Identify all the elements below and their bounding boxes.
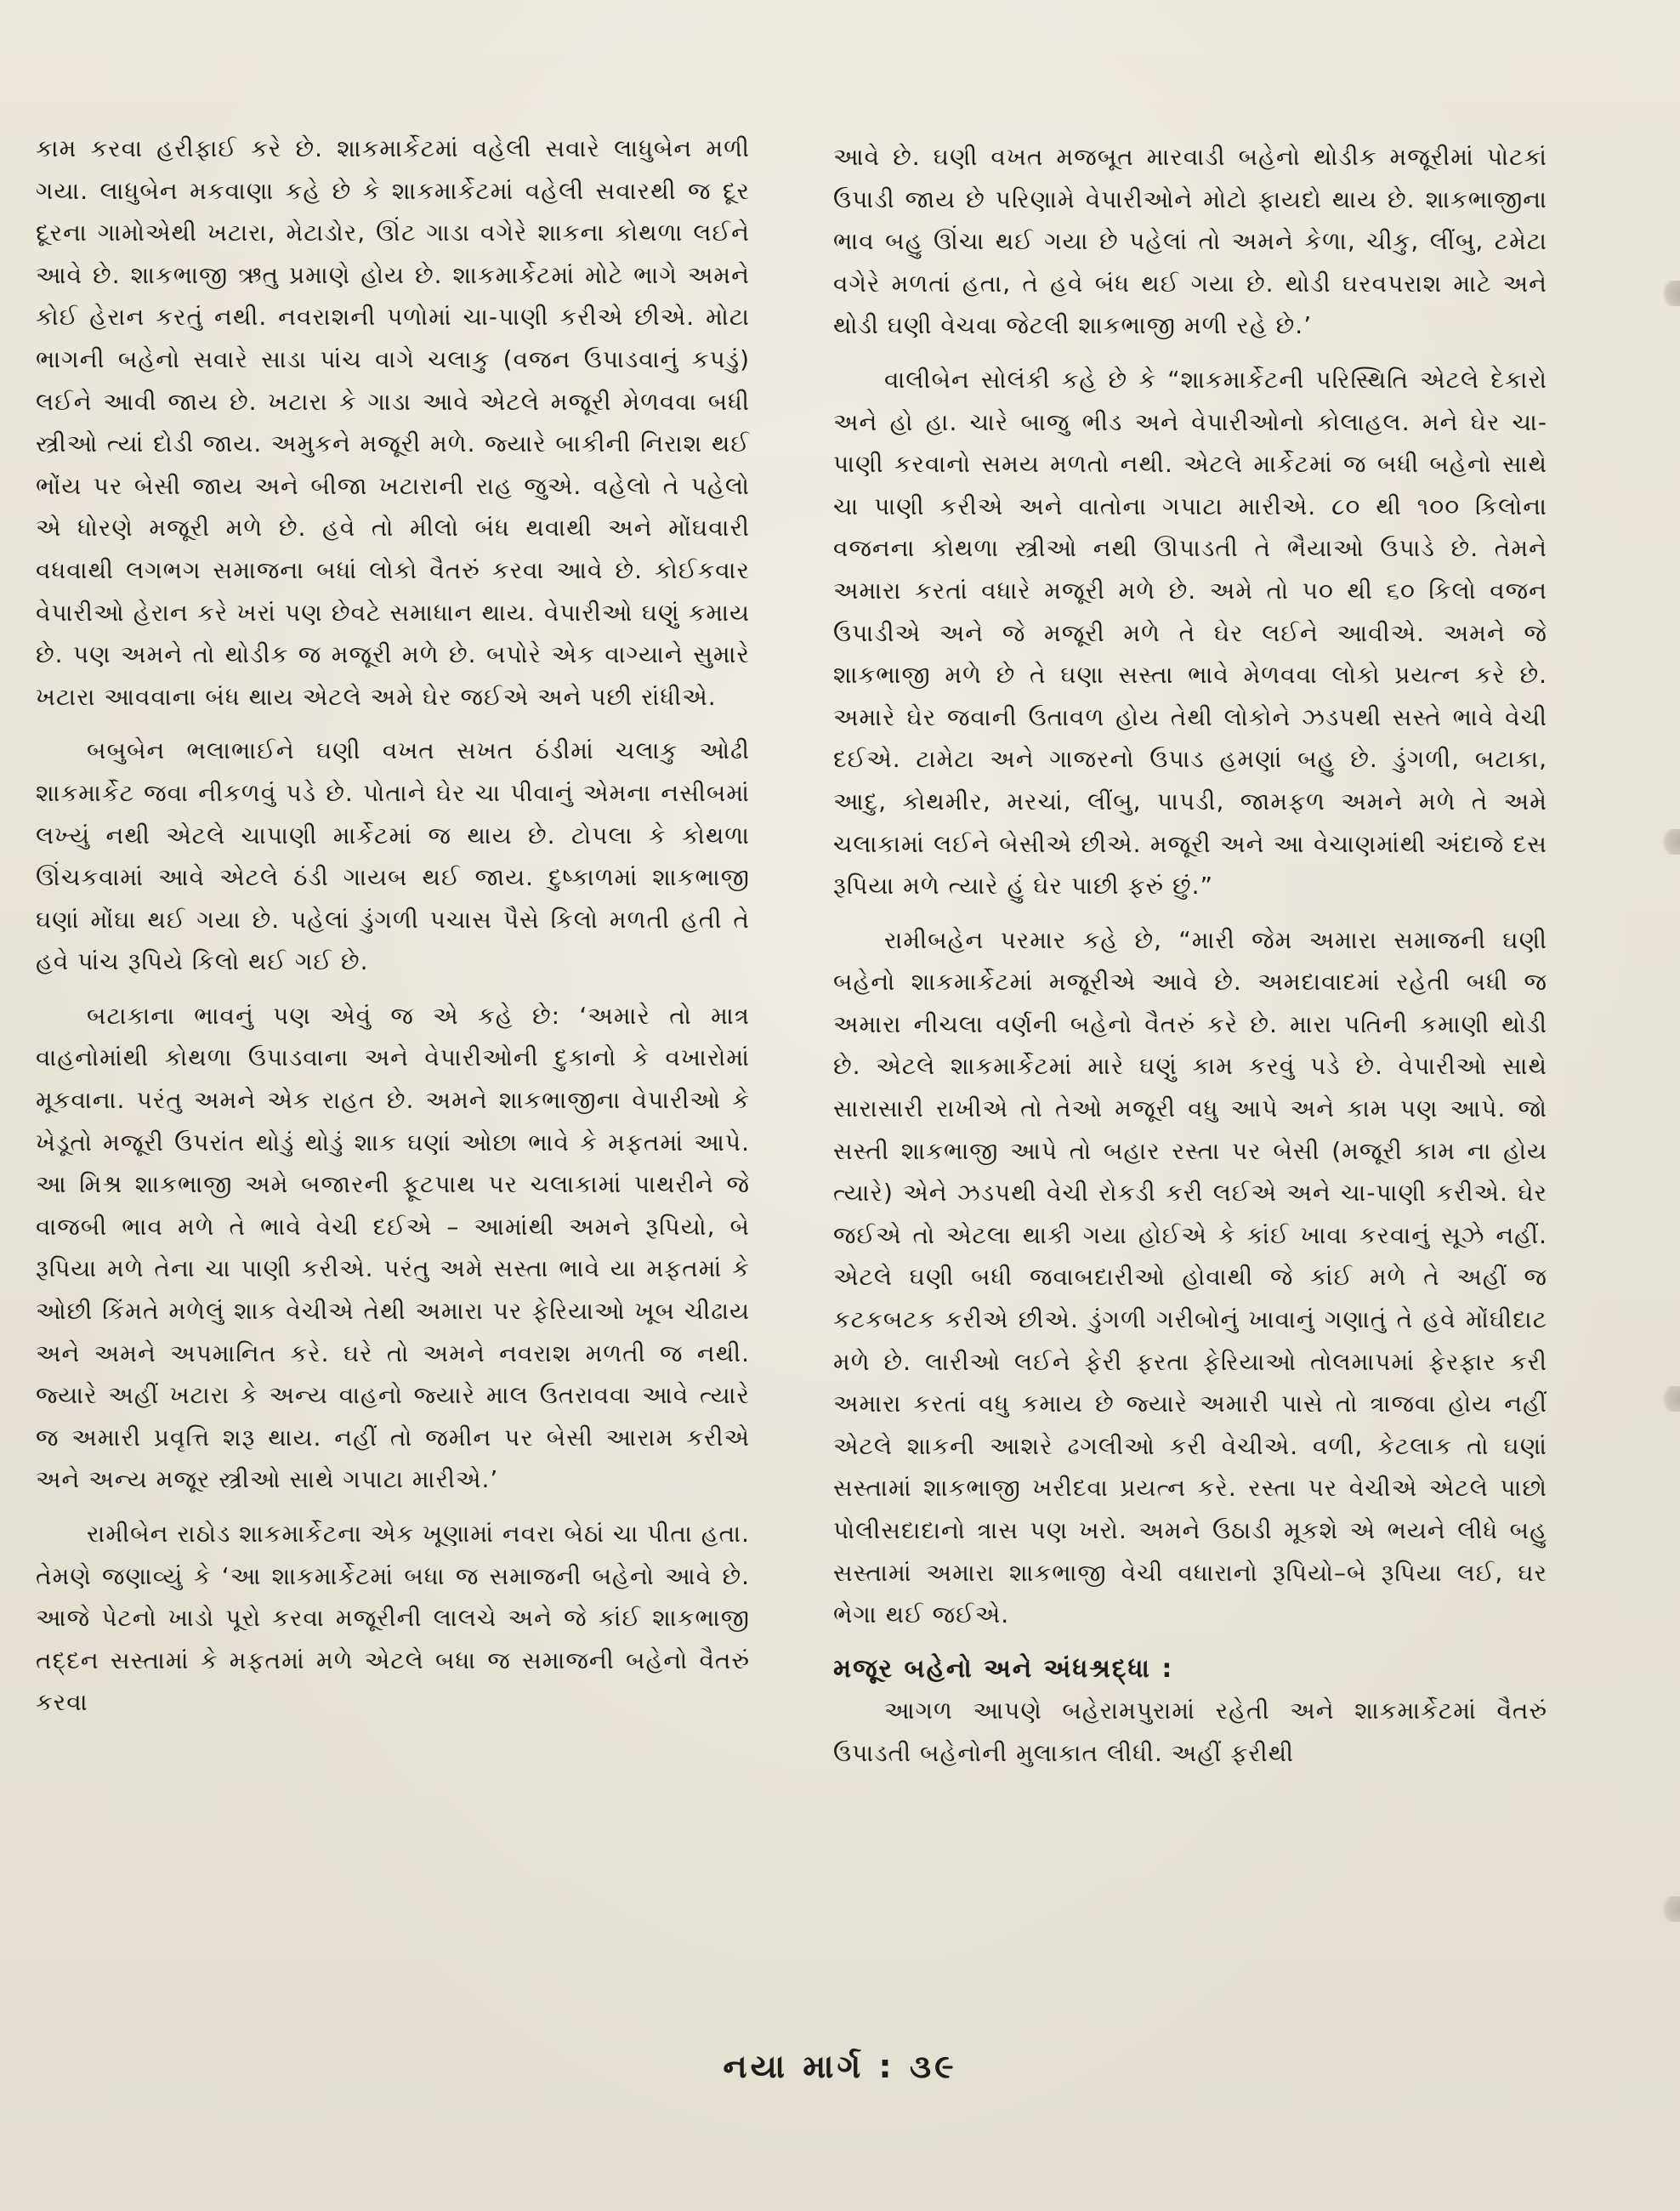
page-edge-mark [1658,281,1680,306]
page-edge-mark [1658,1386,1680,1412]
paragraph-laadhuben: કામ કરવા હરીફાઈ કરે છે. શાકમાર્કેટમાં વહેલી સવારે લાધુબેન મળી ગયા. લાધુબેન મકવાણા કહે છે કે શાકમાર્કેટમાં વહેલી સવારથી જ દૂર દૂરના ગામોએથી ખટારા, મેટાડોર, ઊંટ ગાડા વગેરે શાકના કોથળા લઈને આવે છે. શાકભાજી ઋતુ પ્રમાણે હોય છે. શાકમાર્કેટમાં મોટે ભાગે અમને કોઈ હેરાન કરતું નથી. નવરાશની પળોમાં ચા-પાણી કરીએ છીએ. મોટા ભાગની બહેનો સવારે સાડા પાંચ વાગે ચલાકુ (વજન ઉપાડવાનું કપડું) લઈને આવી જાય છે. ખટારા કે ગાડા આવે એટલે મજૂરી મેળવવા બધી સ્ત્રીઓ ત્યાં દોડી જાય. અમુકને મજૂરી મળે. જ્યારે બાકીની નિરાશ થઈ ભોંય પર બેસી જાય અને બીજા ખટારાની રાહ જુએ. વહેલો તે પહેલો એ ધોરણે મજૂરી મળે છે. હવે તો મીલો બંધ થવાથી અને મોંઘવારી વધવાથી લગભગ સમાજના બધાં લોકો વૈતરું કરવા આવે છે. કોઈકવાર વેપારીઓ હેરાન કરે ખરાં પણ છેવટે સમાધાન થાય. વેપારીઓ ઘણું કમાય છે. પણ અમને તો થોડીક જ મજૂરી મળે છે. બપોરે એક વાગ્યાને સુમારે ખટારા આવવાના બંધ થાય એટલે અમે ઘેર જઈએ અને પછી રાંધીએ. [36,134,750,711]
page-edge-mark [1658,829,1680,855]
paragraph-ramiben-parmar: રામીબહેન પરમાર કહે છે, “મારી જેમ અમારા સમાજની ઘણી બહેનો શાકમાર્કેટમાં મજૂરીએ આવે છે. અમદાવાદમાં રહેતી બધી જ અમારા નીચલા વર્ણની બહેનો વૈતરું કરે છે. મારા પતિની કમાણી થોડી છે. એટલે શાકમાર્કેટમાં મારે ઘણું કામ કરવું પડે છે. વેપારીઓ સાથે સારાસારી રાખીએ તો તેઓ મજૂરી વધુ આપે અને કામ પણ આપે. જો સસ્તી શાકભાજી આપે તો બહાર રસ્તા પર બેસી (મજૂરી કામ ના હોય ત્યારે) એને ઝડપથી વેચી રોકડી કરી લઈએ અને ચા-પાણી કરીએ. ઘેર જઈએ તો એટલા થાકી ગયા હોઈએ કે કાંઈ ખાવા કરવાનું સૂઝે નહીં. એટલે ઘણી બધી જવાબદારીઓ હોવાથી જે કાંઈ મળે તે અહીં જ કટકબટક કરીએ છીએ. ડુંગળી ગરીબોનું ખાવાનું ગણાતું તે હવે મોંઘીદાટ મળે છે. લારીઓ લઈને ફેરી ફરતા ફેરિયાઓ તોલમાપમાં ફેરફાર કરી અમારા કરતાં વધુ કમાય છે જ્યારે અમારી પાસે તો ત્રાજવા હોય નહીં એટલે શાકની આશરે ઢગલીઓ કરી વેચીએ. વળી, કેટલાક તો ઘણાં સસ્તામાં શાકભાજી ખરીદવા પ્રયત્ન કરે. રસ્તા પર વેચીએ એટલે પાછો પોલીસદાદાનો ત્રાસ પણ ખરો. અમને ઉઠાડી મૂકશે એ ભયને લીધે બહુ સસ્તામાં અમારા શાકભાજી વેચી વધારાનો રૂપિયો–બે રૂપિયા લઈ, ઘર ભેગા થઈ જઈએ. [833,925,1547,1629]
paragraph-ramiben-rathod: રામીબેન રાઠોડ શાકમાર્કેટના એક ખૂણામાં નવરા બેઠાં ચા પીતા હતા. તેમણે જણાવ્યું કે ‘આ શાકમાર્કેટમાં બધા જ સમાજની બહેનો આવે છે. આજે પેટનો ખાડો પૂરો કરવા મજૂરીની લાલચે અને જે કાંઈ શાકભાજી તદ્દન સસ્તામાં કે મફતમાં મળે એટલે બધા જ સમાજની બહેનો વૈતરું કરવા [36,1520,750,1717]
paragraph-babuben: બબુબેન ભલાભાઈને ઘણી વખત સખત ઠંડીમાં ચલાકુ ઓઢી શાકમાર્કેટ જવા નીકળવું પડે છે. પોતાને ઘેર ચા પીવાનું એમના નસીબમાં લખ્યું નથી એટલે ચાપાણી માર્કેટમાં જ થાય છે. ટોપલા કે કોથળા ઊંચકવામાં આવે એટલે ઠંડી ગાયબ થઈ જાય. દુષ્કાળમાં શાકભાજી ઘણાં મોંઘા થઈ ગયા છે. પહેલાં ડુંગળી પચાસ પૈસે કિલો મળતી હતી તે હવે પાંચ રૂપિયે કિલો થઈ ગઈ છે. [36,736,750,976]
paragraph-after-heading: આગળ આપણે બહેરામપુરામાં રહેતી અને શાકમાર્કેટમાં વૈતરું ઉપાડતી બહેનોની મુલાકાત લીધી. અહીં ફરીથી [833,1697,1547,1767]
page-footer: નયા માર્ગ : ૩૯ [723,2048,957,2085]
paragraph-valiben-solanki: વાલીબેન સોલંકી કહે છે કે “શાકમાર્કેટની પરિસ્થિતિ એટલે દેકારો અને હો હા. ચારે બાજુ ભીડ અને વેપારીઓનો કોલાહલ. મને ઘેર ચા-પાણી કરવાનો સમય મળતો નથી. એટલે માર્કેટમાં જ બધી બહેનો સાથે ચા પાણી કરીએ અને વાતોના ગપાટા મારીએ. ૮૦ થી ૧૦૦ કિલોના વજનના કોથળા સ્ત્રીઓ નથી ઊપાડતી તે ભૈયાઓ ઉપાડે છે. તેમને અમારા કરતાં વધારે મજૂરી મળે છે. અમે તો ૫૦ થી ૬૦ કિલો વજન ઉપાડીએ અને જે મજૂરી મળે તે ઘેર લઈને આવીએ. અમને જે શાકભાજી મળે છે તે ઘણા સસ્તા ભાવે મેળવવા લોકો પ્રયત્ન કરે છે. અમારે ઘેર જવાની ઉતાવળ હોય તેથી લોકોને ઝડપથી સસ્તે ભાવે વેચી દઈએ. ટામેટા અને ગાજરનો ઉપાડ હમણાં બહુ છે. ડુંગળી, બટાકા, આદુ, કોથમીર, મરચાં, લીંબુ, પાપડી, જામફળ અમને મળે તે અમે ચલાકામાં લઈને બેસીએ છીએ. મજૂરી અને આ વેચાણમાંથી અંદાજે દસ રૂપિયા મળે ત્યારે હું ઘેર પાછી ફરું છું.” [833,365,1547,901]
paragraph-potato-prices: બટાકાના ભાવનું પણ એવું જ એ કહે છે: ‘અમારે તો માત્ર વાહનોમાંથી કોથળા ઉપાડવાના અને વેપારીઓની દુકાનો કે વખારોમાં મૂકવાના. પરંતુ અમને એક રાહત છે. અમને શાકભાજીના વેપારીઓ કે ખેડૂતો મજૂરી ઉપરાંત થોડું થોડું શાક ઘણાં ઓછા ભાવે કે મફતમાં આપે. આ મિશ્ર શાકભાજી અમે બજારની ફૂટપાથ પર ચલાકામાં પાથરીને જે વાજબી ભાવ મળે તે ભાવે વેચી દઈએ – આમાંથી અમને રૂપિયો, બે રૂપિયા મળે તેના ચા પાણી કરીએ. પરંતુ અમે સસ્તા ભાવે યા મફતમાં કે ઓછી કિંમતે મળેલું શાક વેચીએ તેથી અમારા પર ફેરિયાઓ ખૂબ ચીઢાય અને અમને અપમાનિત કરે. ઘરે તો અમને નવરાશ મળતી જ નથી. જ્યારે અહીં ખટારા કે અન્ય વાહનો જ્યારે માલ ઉતરાવવા આવે ત્યારે જ અમારી પ્રવૃત્તિ શરૂ થાય. નહીં તો જમીન પર બેસી આરામ કરીએ અને અન્ય મજૂર સ્ત્રીઓ સાથે ગપાટા મારીએ.’ [36,1001,750,1494]
right-column [833,136,1547,1775]
paragraph-continuation: આવે છે. ઘણી વખત મજબૂત મારવાડી બહેનો થોડીક મજૂરીમાં પોટકાં ઉપાડી જાય છે પરિણામે વેપારીઓને મોટો ફાયદો થાય છે. શાકભાજીના ભાવ બહુ ઊંચા થઈ ગયા છે પહેલાં તો અમને કેળા, ચીકુ, લીંબુ, ટમેટા વગેરે મળતાં હતા, તે હવે બંધ થઈ ગયા છે. થોડી ઘરવપરાશ માટે અને થોડી ઘણી વેચવા જેટલી શાકભાજી મળી રહે છે.’ [833,143,1547,340]
page-edge-mark [1658,1896,1680,1922]
left-column [36,128,750,1724]
section-heading: મજૂર બહેનો અને અંધશ્રદ્ધા : [833,1653,1174,1684]
